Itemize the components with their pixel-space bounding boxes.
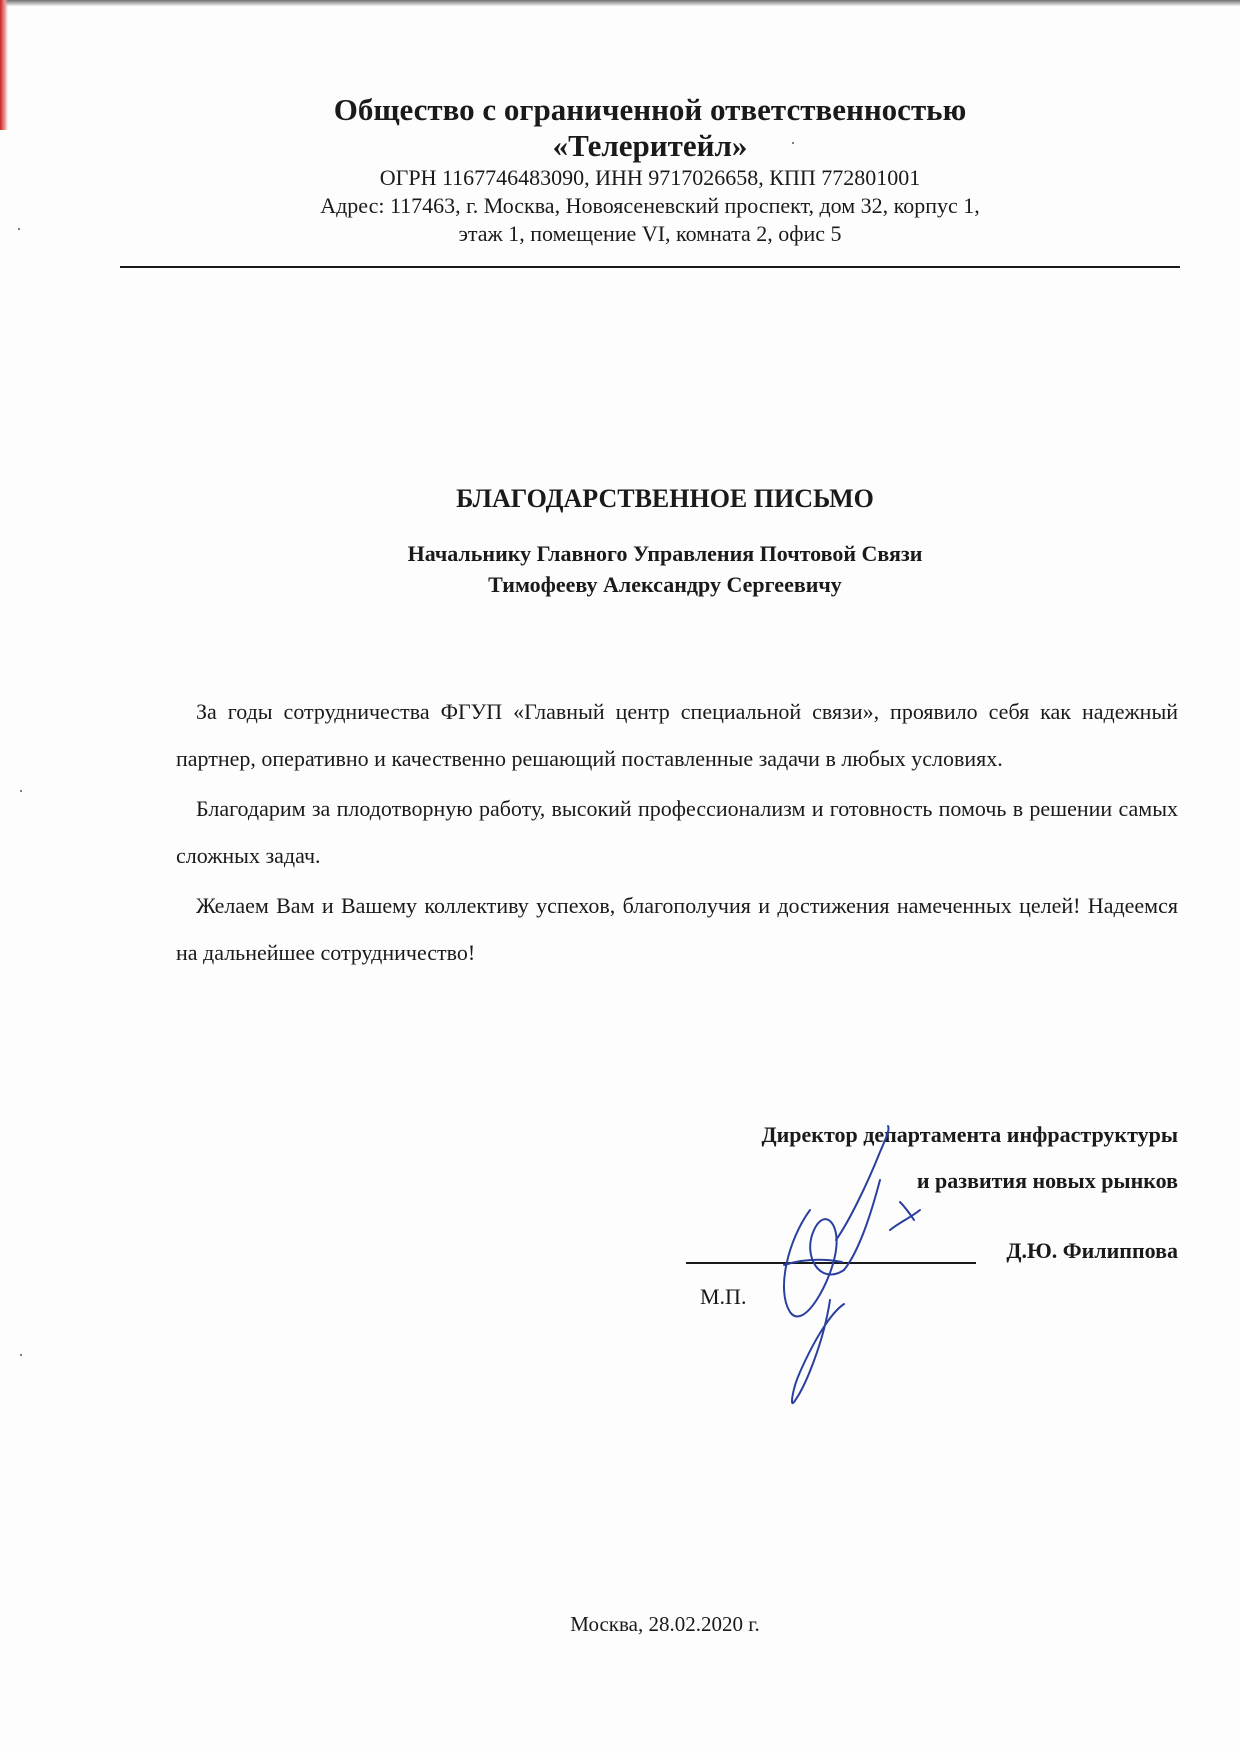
- scan-top-edge: [0, 0, 1240, 6]
- body-paragraph: Благодарим за плодотворную работу, высокий профессионализм и готовность помочь в решении самых сложных задач.: [176, 796, 1178, 868]
- position-line1: Директор департамента инфраструктуры: [761, 1122, 1178, 1147]
- place-and-date: Москва, 28.02.2020 г.: [570, 1612, 760, 1636]
- body-paragraph: За годы сотрудничества ФГУП «Главный центр специальной связи», проявило себя как надежный партнер, оперативно и качественно решающий поставленные задачи в любых условиях.: [176, 699, 1178, 771]
- recipient-block: [120, 538, 1210, 600]
- address-line1: Адрес: 117463, г. Москва, Новоясеневский проспект, дом 32, корпус 1,: [320, 193, 980, 218]
- letterhead: [120, 92, 1180, 248]
- org-name-line2: «Телеритейл»: [552, 128, 748, 163]
- letter-title: БЛАГОДАРСТВЕННОЕ ПИСЬМО: [456, 484, 874, 513]
- scan-speck: [20, 1354, 22, 1356]
- signer-name: Д.Ю. Филиппова: [1006, 1238, 1178, 1263]
- address-line2: этаж 1, помещение VI, комната 2, офис 5: [458, 221, 842, 246]
- body-paragraph: Желаем Вам и Вашему коллективу успехов, благополучия и достижения намеченных целей! Надеемся на дальнейшее сотрудничество!: [176, 893, 1178, 965]
- letterhead-divider: [120, 266, 1180, 268]
- recipient-line2: Тимофееву Александру Сергеевичу: [488, 572, 842, 597]
- letter-body: [176, 688, 1178, 979]
- scan-speck: [20, 790, 22, 792]
- stamp-place-label: М.П.: [700, 1284, 747, 1309]
- handwritten-signature: [740, 1090, 960, 1410]
- registration-numbers: ОГРН 1167746483090, ИНН 9717026658, КПП 772801001: [379, 165, 921, 190]
- org-name-line1: Общество с ограниченной ответственностью: [333, 92, 967, 127]
- scan-speck: [18, 228, 20, 230]
- recipient-line1: Начальнику Главного Управления Почтовой Связи: [407, 541, 923, 566]
- position-line2: и развития новых рынков: [916, 1168, 1178, 1193]
- scan-left-edge: [0, 0, 8, 130]
